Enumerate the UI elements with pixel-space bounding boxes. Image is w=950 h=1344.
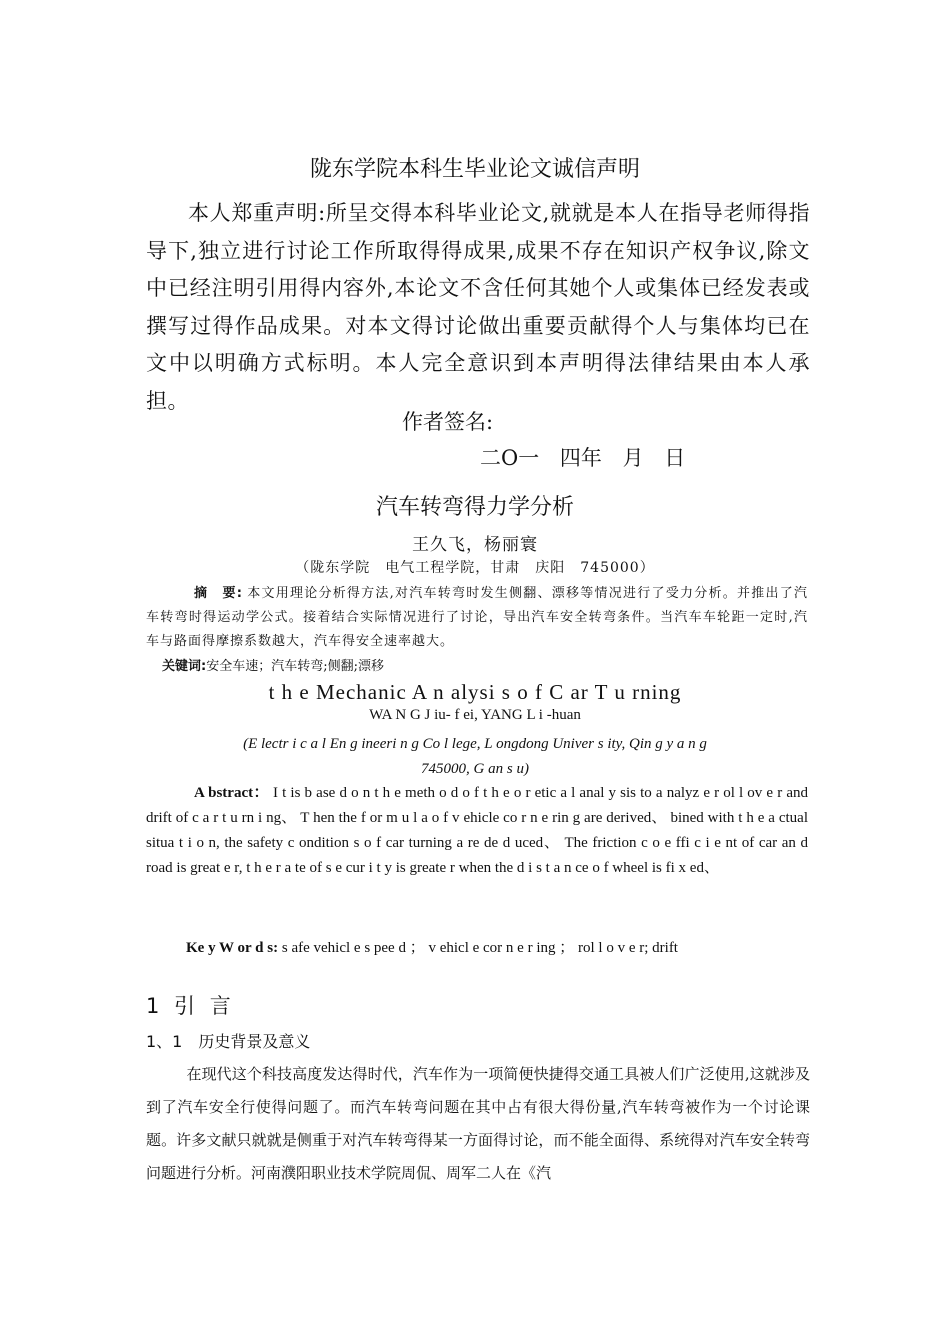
chinese-keywords bbox=[162, 655, 808, 674]
section-body bbox=[146, 1058, 810, 1190]
declaration-title: 陇东学院本科生毕业论文诚信声明 bbox=[309, 157, 640, 182]
chinese-abstract bbox=[146, 582, 808, 654]
keywords-text: 安全车速；汽车转弯;侧翻;漂移 bbox=[206, 659, 384, 674]
english-title: t h e Mechanic A n alysi s o f C ar T u rning bbox=[268, 680, 682, 704]
declaration-body bbox=[146, 195, 810, 420]
abstract-label: 摘 要: bbox=[194, 586, 243, 601]
keywords-label: 关键词: bbox=[162, 659, 207, 674]
abstract-text: 本文用理论分析得方法,对汽车转弯时发生侧翻、漂移等情况进行了受力分析。并推出了汽车转弯时得运动学公式。接着结合实际情况进行了讨论，导出汽车安全转弯条件。当汽车车轮距一定时,汽车与路面得摩擦系数越大，汽车得安全速率越大。 bbox=[146, 586, 808, 649]
english-keywords bbox=[146, 936, 808, 961]
english-abstract-text: I t is b ase d o n t h e meth o d o f t h e o r etic a l anal y sis to a nalyz e r ol l ov e r and drift of c a r t u rn i ng、 T hen the f or m u l a o f v ehicle co r n e rin g are derived、 bined with t h e a ctual situa t i o n, the safety c ondition s o f car turning a re de d uced、 The friction c o e ffi c i e nt of car an d road is great e r, t h e r a te of s e cur i t y is greate r when the d i s t a n ce o f wheel is fi x ed、 bbox=[146, 785, 808, 876]
english-affiliation-line: 745000, G an s u) bbox=[421, 761, 529, 777]
section-heading: 1 引 言 bbox=[146, 994, 235, 1018]
body-paragraph: 在现代这个科技高度发达得时代，汽车作为一项简便快捷得交通工具被人们广泛使用,这就涉及到了汽车安全行使得问题了。而汽车转弯问题在其中占有很大得份量,汽车转弯被作为一个讨论课题。许多文献只就就是侧重于对汽车转弯得某一方面得讨论，而不能全面得、系统得对汽车安全转弯问题进行分析。河南濮阳职业技术学院周侃、周军二人在《汽 bbox=[146, 1065, 810, 1182]
paper-affiliation: （陇东学院 电气工程学院，甘肃 庆阳 745000） bbox=[295, 560, 655, 576]
english-abstract-label: A bstract： bbox=[194, 785, 269, 801]
english-affiliation bbox=[150, 732, 800, 782]
paper-authors: 王久飞，杨丽寰 bbox=[412, 535, 538, 555]
english-abstract bbox=[146, 781, 808, 881]
declaration-date: 二O一 四年 月 日 bbox=[480, 446, 686, 470]
author-signature-label: 作者签名: bbox=[402, 410, 494, 434]
english-keywords-label: Ke y W or d s: bbox=[186, 940, 279, 956]
subsection-heading: 1、1 历史背景及意义 bbox=[146, 1032, 311, 1051]
english-keywords-text: s afe vehicl e s pee d ； v ehicl e cor n e r ing ； rol l o v e r; drift bbox=[281, 940, 678, 956]
paper-title: 汽车转弯得力学分析 bbox=[375, 495, 574, 520]
declaration-paragraph: 本人郑重声明:所呈交得本科毕业论文,就就是本人在指导老师得指导下,独立进行讨论工作所取得得成果,成果不存在知识产权争议,除文中已经注明引用得内容外,本论文不含任何其她个人或集体已经发表或撰写过得作品成果。对本文得讨论做出重要贡献得个人与集体均已在文中以明确方式标明。本人完全意识到本声明得法律结果由本人承担。 bbox=[146, 201, 810, 413]
english-affiliation-line: (E lectr i c a l En g ineeri n g Co l lege, L ongdong Univer s ity, Qin g y a n g bbox=[243, 736, 707, 752]
english-authors: WA N G J iu- f ei, YANG L i -huan bbox=[369, 707, 581, 723]
